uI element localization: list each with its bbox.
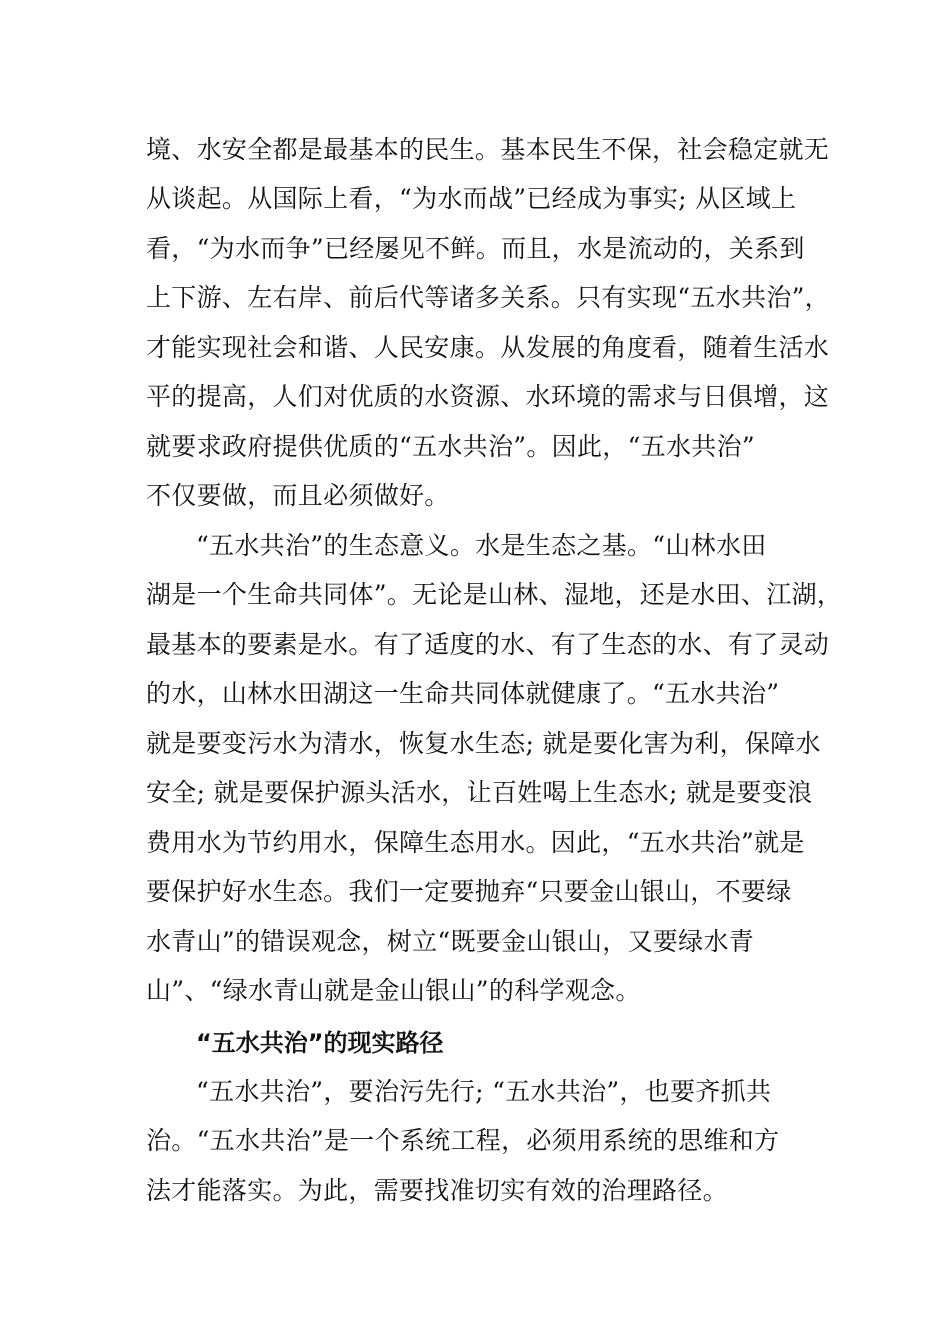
paragraph-start-line: “五水共治”，要治污先行; “五水共治”，也要齐抓共 xyxy=(196,1077,772,1106)
text-line: 费用水为节约用水，保障生态用水。因此，“五水共治”就是 xyxy=(146,828,805,857)
text-line: 平的提高，人们对优质的水资源、水环境的需求与日俱增，这 xyxy=(146,382,830,411)
text-line: 不仅要做，而且必须做好。 xyxy=(146,481,450,510)
text-line: 就要求政府提供优质的“五水共治”。因此，“五水共治” xyxy=(146,432,755,461)
text-line: 治。“五水共治”是一个系统工程，必须用系统的思维和方 xyxy=(146,1126,780,1155)
text-line: 从谈起。从国际上看，“为水而战”已经成为事实; 从区域上 xyxy=(146,184,797,213)
text-line: 上下游、左右岸、前后代等诸多关系。只有实现“五水共治”， xyxy=(146,283,830,312)
text-line: 湖是一个生命共同体”。无论是山林、湿地，还是水田、江湖， xyxy=(146,580,843,609)
text-line: 就是要变污水为清水，恢复水生态; 就是要化害为利，保障水 xyxy=(146,729,821,758)
paragraph-start-line: “五水共治”的生态意义。水是生态之基。“山林水田 xyxy=(196,531,767,560)
section-heading: “五水共治”的现实路径 xyxy=(196,1029,444,1057)
text-line: 山”、“绿水青山就是金山银山”的科学观念。 xyxy=(146,976,641,1005)
text-line: 的水，山林水田湖这一生命共同体就健康了。“五水共治” xyxy=(146,679,780,708)
text-line: 水青山”的错误观念，树立“既要金山银山，又要绿水青 xyxy=(146,927,755,956)
text-line: 安全; 就是要保护源头活水，让百姓喝上生态水; 就是要变浪 xyxy=(146,778,813,807)
text-line: 法才能落实。为此，需要找准切实有效的治理路径。 xyxy=(146,1176,728,1205)
text-line: 要保护好水生态。我们一定要抛弃“只要金山银山，不要绿 xyxy=(146,877,792,906)
text-line: 才能实现社会和谐、人民安康。从发展的角度看，随着生活水 xyxy=(146,333,830,362)
text-line: 最基本的要素是水。有了适度的水、有了生态的水、有了灵动 xyxy=(146,630,830,659)
text-line: 境、水安全都是最基本的民生。基本民生不保，社会稳定就无 xyxy=(146,135,830,164)
text-line: 看，“为水而争”已经屡见不鲜。而且，水是流动的，关系到 xyxy=(146,234,805,263)
